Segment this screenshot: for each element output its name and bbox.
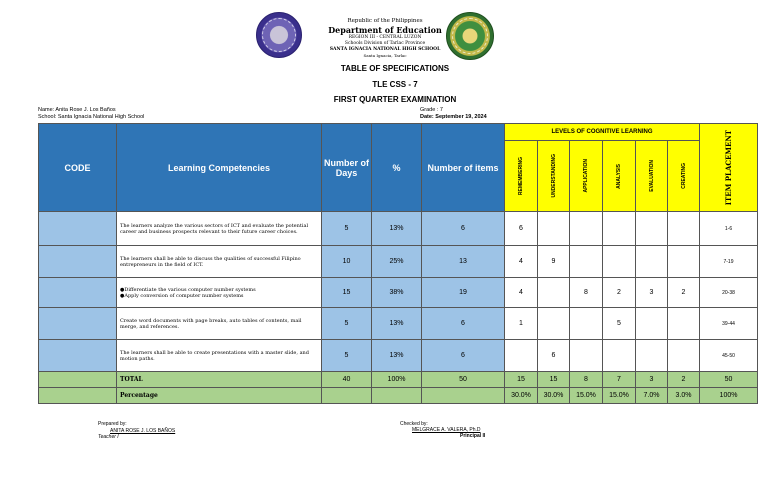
competency-cell: The learners analyze the various sectors of ICT and evaluate the potential career and business prospects relevant to their future career choices.	[117, 212, 322, 246]
level-cell: 3	[636, 278, 668, 308]
total-percent: 100%	[372, 372, 422, 388]
level-cell	[636, 246, 668, 278]
competency-cell: The learners shall be able to discuss the qualities of successful Filipino entrepreneurs in the field of ICT.	[117, 246, 322, 278]
days-cell: 15	[322, 278, 372, 308]
department-text: Department of Education	[328, 25, 442, 35]
percentage-code	[39, 388, 117, 404]
total-row	[39, 372, 758, 388]
header-placement	[700, 124, 758, 212]
level-cell	[668, 308, 700, 340]
days-cell: 5	[322, 340, 372, 372]
placement-cell: 39-44	[700, 308, 758, 340]
code-cell	[39, 278, 117, 308]
level-cell: 2	[668, 278, 700, 308]
competency-cell: ●Differentiate the various computer number systems ●Apply conversion of computer number systems	[117, 278, 322, 308]
items-cell: 6	[422, 340, 505, 372]
code-cell	[39, 340, 117, 372]
placement-cell: 7-19	[700, 246, 758, 278]
percentage-placement: 100%	[700, 388, 758, 404]
code-cell	[39, 246, 117, 278]
level-cell	[668, 212, 700, 246]
level-remembering	[505, 141, 538, 212]
level-cell: 9	[538, 246, 570, 278]
exam-title: FIRST QUARTER EXAMINATION	[333, 95, 457, 104]
placement-cell: 45-50	[700, 340, 758, 372]
level-label: APPLICATION	[583, 159, 589, 193]
level-cell	[538, 308, 570, 340]
level-cell	[538, 212, 570, 246]
level-label: CREATING	[680, 163, 687, 189]
total-level: 7	[603, 372, 636, 388]
prepared-name: ANITA ROSE J. LOS BAÑOS	[110, 428, 176, 434]
level-evaluation	[636, 141, 668, 212]
total-days: 40	[322, 372, 372, 388]
level-analysis	[603, 141, 636, 212]
level-label: EVALUATION	[648, 160, 655, 192]
days-cell: 10	[322, 246, 372, 278]
percent-cell: 38%	[372, 278, 422, 308]
percent-cell: 13%	[372, 308, 422, 340]
header-items: Number of items	[422, 124, 505, 212]
percentage-days	[322, 388, 372, 404]
level-cell	[636, 308, 668, 340]
school-upper-text: SANTA IGNACIA NATIONAL HIGH SCHOOL	[329, 47, 441, 52]
total-level: 8	[570, 372, 603, 388]
table-row	[39, 212, 758, 246]
level-cell: 1	[505, 308, 538, 340]
level-cell	[603, 212, 636, 246]
level-cell	[570, 212, 603, 246]
percentage-level: 7.0%	[636, 388, 668, 404]
level-cell: 2	[603, 278, 636, 308]
total-level: 3	[636, 372, 668, 388]
level-cell	[538, 278, 570, 308]
level-cell: 6	[538, 340, 570, 372]
level-cell	[570, 308, 603, 340]
level-cell: 8	[570, 278, 603, 308]
items-cell: 6	[422, 308, 505, 340]
percentage-level: 3.0%	[668, 388, 700, 404]
percentage-level: 30.0%	[538, 388, 570, 404]
level-cell	[668, 340, 700, 372]
checked-title: Principal II	[460, 433, 486, 439]
table-row	[39, 308, 758, 340]
specifications-table	[38, 123, 758, 404]
percentage-level: 15.0%	[603, 388, 636, 404]
competency-cell: Create word documents with page breaks, auto tables of contents, mail merge, and references.	[117, 308, 322, 340]
level-cell: 4	[505, 246, 538, 278]
teacher-name: Name: Anita Rose J. Los Baños	[38, 107, 116, 113]
percentage-level: 30.0%	[505, 388, 538, 404]
level-cell: 6	[505, 212, 538, 246]
republic-text: Republic of the Philippines	[347, 18, 423, 24]
division-text: Schools Division of Tarlac Province	[344, 41, 426, 46]
table-body	[39, 212, 758, 372]
percentage-label: Percentage	[117, 388, 322, 404]
items-cell: 13	[422, 246, 505, 278]
deped-seal-logo	[256, 12, 302, 58]
total-level: 15	[505, 372, 538, 388]
total-level: 15	[538, 372, 570, 388]
level-cell: 4	[505, 278, 538, 308]
table-row	[39, 246, 758, 278]
address-text: Santa Ignacia, Tarlac	[363, 53, 407, 58]
code-cell	[39, 212, 117, 246]
items-cell: 19	[422, 278, 505, 308]
level-cell	[570, 340, 603, 372]
percent-cell: 25%	[372, 246, 422, 278]
header-levels: LEVELS OF COGNITIVE LEARNING	[505, 124, 700, 141]
header-percent: %	[372, 124, 422, 212]
level-creating	[668, 141, 700, 212]
total-placement: 50	[700, 372, 758, 388]
percentage-level: 15.0%	[570, 388, 603, 404]
level-cell	[668, 246, 700, 278]
placement-cell: 20-38	[700, 278, 758, 308]
level-label: REMEMBERING	[518, 156, 524, 196]
table-row	[39, 278, 758, 308]
level-understanding	[538, 141, 570, 212]
total-level: 2	[668, 372, 700, 388]
competency-cell: The learners shall be able to create presentations with a master slide, and motion paths.	[117, 340, 322, 372]
region-text: REGION III - CENTRAL LUZON	[348, 35, 422, 40]
header-code: CODE	[39, 124, 117, 212]
percentage-percent	[372, 388, 422, 404]
total-items: 50	[422, 372, 505, 388]
total-code	[39, 372, 117, 388]
header-days: Number of Days	[322, 124, 372, 212]
table-row	[39, 340, 758, 372]
doc-title: TABLE OF SPECIFICATIONS	[340, 64, 450, 73]
prepared-label: Prepared by:	[98, 421, 127, 427]
level-cell	[603, 246, 636, 278]
placement-label: ITEM PLACEMENT	[724, 129, 733, 206]
prepared-title: Teacher I	[98, 434, 119, 440]
level-cell	[570, 246, 603, 278]
code-cell	[39, 308, 117, 340]
days-cell: 5	[322, 212, 372, 246]
items-cell: 6	[422, 212, 505, 246]
header-competencies: Learning Competencies	[117, 124, 322, 212]
level-cell	[603, 340, 636, 372]
percent-cell: 13%	[372, 340, 422, 372]
date-text: Date: September 19, 2024	[420, 114, 487, 120]
level-cell: 5	[603, 308, 636, 340]
level-label: UNDERSTANDING	[550, 154, 557, 198]
days-cell: 5	[322, 308, 372, 340]
level-cell	[636, 340, 668, 372]
percentage-row	[39, 388, 758, 404]
percentage-items	[422, 388, 505, 404]
placement-cell: 1-6	[700, 212, 758, 246]
percent-cell: 13%	[372, 212, 422, 246]
checked-label: Checked by:	[400, 421, 428, 427]
checked-name: MELGRACE A. VALERA, Ph.D	[412, 427, 481, 433]
level-application	[570, 141, 603, 212]
subject-title: TLE CSS - 7	[372, 80, 418, 89]
level-label: ANALYSIS	[616, 163, 622, 189]
level-cell	[505, 340, 538, 372]
school-name: School: Santa Ignacia National High School	[38, 114, 145, 120]
total-label: TOTAL	[117, 372, 322, 388]
level-cell	[636, 212, 668, 246]
grade-text: Grade : 7	[420, 107, 443, 113]
